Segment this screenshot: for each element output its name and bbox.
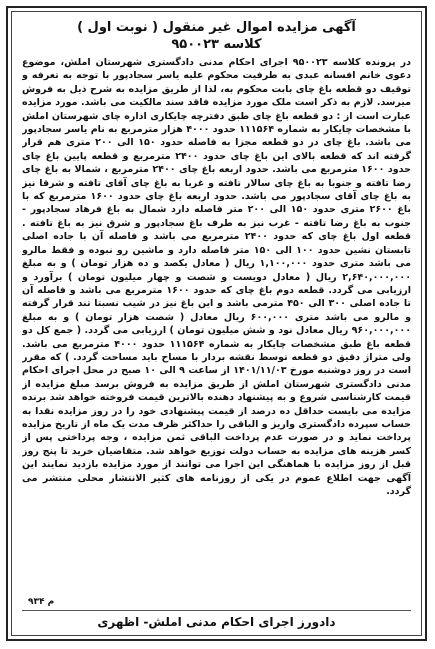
footer-divider	[22, 610, 411, 611]
notice-code: م ۹۳۴	[28, 597, 55, 607]
notice-inner-border	[11, 11, 422, 636]
file-number: کلاسه ۹۵۰۰۲۳	[171, 37, 262, 52]
notice-title: آگهی مزایده اموال غیر منقول ( نوبت اول )	[77, 20, 356, 35]
notice-signature: دادورز اجرای احکام مدنی املش- اظهری	[97, 615, 336, 629]
notice-body	[22, 56, 411, 594]
notice-frame	[6, 6, 427, 641]
notice-body-text: در پرونده کلاسه ۹۵۰۰۲۳ اجرای احکام مدنی دادگستری شهرستان املش، موضوع دعوی خانم افسانه عبدی به طرفیت محکوم علیه یاسر سجادپور با توجه به تعرفه و توقیف دو قطعه باغ چای بابت محکوم به، لذا از طریق مزایده به شرح ذیل به فروش میرسد. لازم به ذکر است ملک مورد مزایده فاقد سند مالکیت می باشد. مورد مزایده عبارت است از : دو قطعه باغ چای طبق دفترچه چایکاری اداره چای شهرستان املش با مشخصات چایکار به شماره ۱۱۱۵۶۴ حدود ۴۰۰۰ هزار مترمربع به نام یاسر سجادپور می باشد. باغ چای در دو قطعه مجزا به فاصله حدود ۱۵۰ الی ۲۰۰ متری هم قرار گرفته اند که قطعه بالای این باغ چای حدود ۲۴۰۰ مترمربع و قطعه پایین باغ چای حدود ۱۶۰۰ مترمربع می باشد. حدود اربعه باغ چای ۲۴۰۰ مترمربع ، شمالا به باغ چای رضا تافته و جنوبا به باغ چای سالار تافته و غربا به باغ چای آقای تافته و شرقا نیز به باغ چای آقای سجادپور می باشد. حدود اربعه باغ چای حدود ۱۶۰۰ مترمربع که با باغ ۲۶۰۰ متری حدود ۱۵۰ الی ۲۰۰ متر فاصله دارد شمال به باغ فرهاد سجادپور - جنوب به باغ رضا تافته - غرب نیز به طرف باغ سجادپور و شرق نیز به باغ تافته . قطعه اول باغ چای که حدود ۲۴۰۰ مترمربع می باشد و فاصله آن با جاده اصلی تابستان نشین حدود ۱۰۰ الی ۱۵۰ متر فاصله دارد و ماشین رو نبوده و فقط مالرو می باشد متری حدود ۱,۱۰۰,۰۰۰ ریال ( معادل یکصد و ده هزار تومان ) و به مبلغ ۲,۶۴۰,۰۰۰,۰۰۰ ریال ( معادل دویست و شصت و چهار میلیون تومان ) برآورد و ارزیابی می گردد. قطعه دوم باغ چای که حدود ۱۶۰۰ مترمربع می باشد و فاصله آن تا جاده اصلی ۳۰۰ الی ۴۵۰ مترمی باشد و این باغ نیز در شیب نسبتا تند قرار گرفته و مالرو می باشد متری ۶۰۰,۰۰۰ ریال معادل ( شصت هزار تومان ) و به مبلغ ۹۶۰,۰۰۰,۰۰۰ ریال معادل نود و شش میلیون تومان ) ارزیابی می گردد. ( جمع کل دو قطعه باغ طبق مشخصات چایکار به شماره ۱۱۱۵۶۴ حدود ۴۰۰۰ مترمربع می باشد. ولی متراژ دقیق دو قطعه توسط نقشه بردار با مساح باید مساحت گردد. ) که مقرر است در روز دوشنبه مورخ ۱۴۰۱/۱۱/۰۳ از ساعت ۹ الی ۱۰ صبح در محل اجرای احکام مدنی دادگستری شهرستان املش از طریق مزایده به فروش برسد مبلغ مزایده از قیمت کارشناسی شروع و به پیشنهاد دهنده بالاترین قیمت فروخته خواهد شد برنده مزایده می بایست حداقل ده درصد از قیمت پیشنهادی خود را در روز مزایده نقدا به حساب سپرده دادگستری واریز و الباقی را حداکثر ظرف مدت یک ماه از تاریخ مزایده پرداخت نماید و در صورت عدم پرداخت الباقی ثمن مزایده ، وجه پرداختی پس از کسر هزینه های مزایده به حساب دولت توزیع خواهد شد. متقاضیان خرید تا پنج روز قبل از روز مزایده با هماهنگی این اجرا می توانند از مورد مزایده بازدید نمایند این آگهی جهت اطلاع عموم در یکی از روزنامه های کثیر الانتشار محلی منتشر می گردد.	[22, 57, 411, 497]
